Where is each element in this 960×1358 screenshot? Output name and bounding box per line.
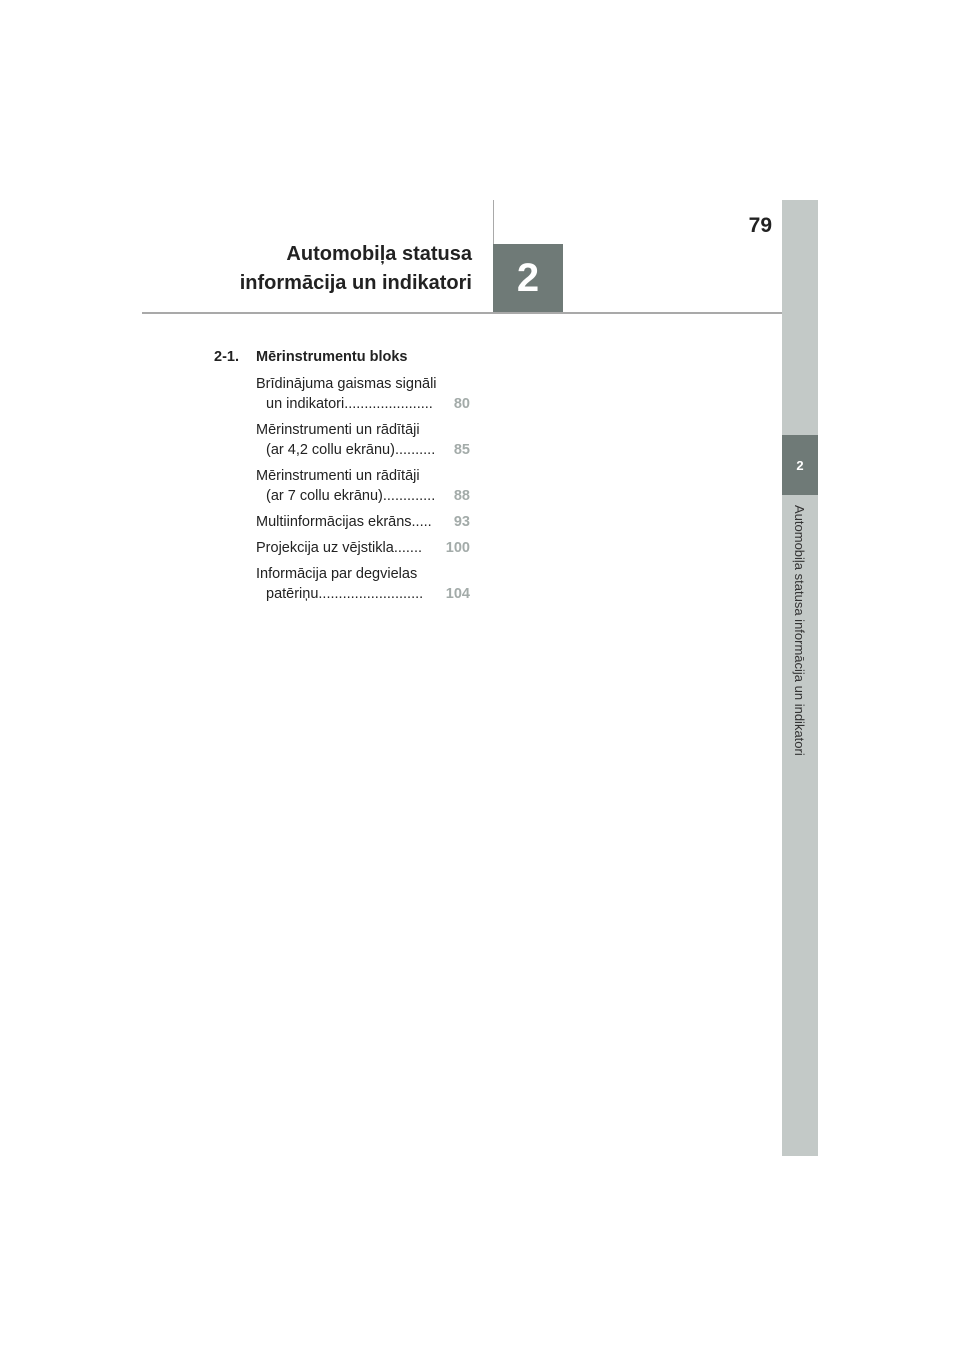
toc-page-link[interactable]: 100 (445, 540, 470, 556)
toc-entry-title: Projekcija uz vējstikla (256, 540, 394, 556)
chapter-number-box: 2 (493, 244, 563, 312)
toc-leader-dots: .......... (394, 442, 436, 458)
toc-entry-title: Multiinformācijas ekrāns (256, 514, 412, 530)
toc-entry[interactable] (256, 374, 470, 414)
toc-entry[interactable] (256, 420, 470, 460)
chapter-title-line-2: informācija un indikatori (239, 272, 472, 294)
toc-entry[interactable] (256, 538, 470, 558)
toc-entry[interactable] (256, 564, 470, 604)
toc-page-link[interactable]: 93 (453, 514, 470, 530)
header-vertical-rule (493, 200, 494, 244)
toc-entry[interactable] (256, 512, 470, 532)
toc-leader-dots: ............. (382, 488, 436, 504)
toc-page-link[interactable]: 85 (453, 442, 470, 458)
toc-entry-title-line-2: patēriņu (266, 586, 319, 602)
toc-entry-title-line-1: Informācija par degvielas (256, 566, 418, 582)
section-heading (214, 346, 470, 368)
toc-entry[interactable] (256, 466, 470, 506)
toc-entry-title-line-1: Brīdinājuma gaismas signāli (256, 376, 437, 392)
toc-entry-title-line-1: Mērinstrumenti un rādītāji (256, 468, 420, 484)
toc-leader-dots: ..... (411, 514, 432, 530)
table-of-contents (214, 346, 470, 604)
side-tab-chapter-number[interactable]: 2 (782, 435, 818, 495)
side-tab-label-text: Automobiļa statusa informācija un indikatori (792, 505, 807, 756)
toc-entry-title-line-2: (ar 7 collu ekrānu) (266, 488, 383, 504)
toc-page-link[interactable]: 88 (453, 488, 470, 504)
toc-entry-title-line-2: (ar 4,2 collu ekrānu) (266, 442, 395, 458)
page-number: 79 (748, 214, 772, 237)
section-number: 2-1. (214, 349, 239, 365)
chapter-title-line-1: Automobiļa statusa (286, 243, 472, 265)
chapter-title (200, 240, 472, 298)
header-horizontal-rule (142, 312, 782, 314)
toc-page-link[interactable]: 80 (453, 396, 470, 412)
section-title: Mērinstrumentu bloks (256, 349, 408, 365)
toc-leader-dots: ...................... (344, 396, 433, 412)
toc-leader-dots: ....... (393, 540, 423, 556)
toc-entry-title-line-1: Mērinstrumenti un rādītāji (256, 422, 420, 438)
toc-leader-dots: .......................... (318, 586, 424, 602)
toc-page-link[interactable]: 104 (445, 586, 470, 602)
toc-entry-title-line-2: un indikatori (266, 396, 345, 412)
